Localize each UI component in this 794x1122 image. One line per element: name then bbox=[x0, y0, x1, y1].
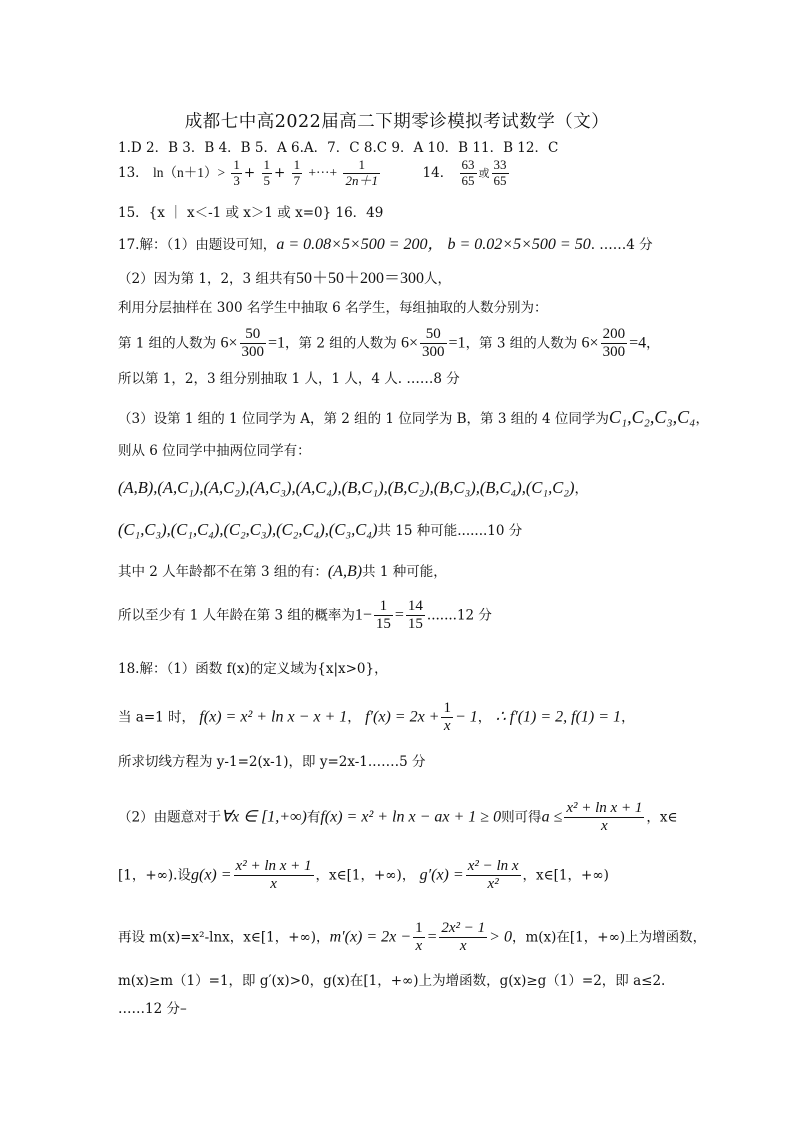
q13-left: ln（n＋1）> bbox=[152, 164, 226, 180]
q18-m-definition: 再设 m(x)=x²-lnx，x∈[1，+∞)，m′(x) = 2x − $\frac{1}{x}$ = $\frac{\text{2x² − 1}}{x}$ > 0，m(x)在[1，+∞)上为增函数， bbox=[118, 920, 707, 955]
q18-conclusion: m(x)≥m（1）=1，即 g′(x)>0，g(x)在[1，+∞)上为增函数，g(x)≥g（1）=2，即 a≤2. bbox=[118, 973, 666, 989]
q18-g-definition: [1，+∞).设g(x) = $\frac{\text{x² + ln x + 1}}{x}$ ，x∈[1，+∞)， g′(x) = $\frac{\text{x² − ln x}}{\text{x²}}$ ，x∈[1，+∞) bbox=[118, 858, 609, 893]
q13-term-3: $\frac{1}{7}$ bbox=[293, 157, 301, 188]
q17-not-group3: 其中 2 人年龄都不在第 3 组的有：(A,B)共 1 种可能， bbox=[118, 563, 447, 580]
q14-or: 或 bbox=[478, 166, 490, 180]
choice-answers: 1.D 2．B 3．B 4．B 5．A 6.A．7．C 8.C 9．A 10．B 11．B 12．C bbox=[118, 140, 559, 156]
q13-term-1: $\frac{1}{3}$ bbox=[233, 157, 240, 188]
q13-ellipsis: +···+ bbox=[308, 164, 338, 180]
q13-label: 13． bbox=[118, 164, 149, 181]
q18-score-mark: ……12 分– bbox=[118, 1001, 187, 1017]
q17-part2-conclusion: 所以第 1，2，3 组分别抽取 1 人，1 人，4 人. ……8 分 bbox=[118, 371, 460, 387]
q17-outcomes-row1: (A,B),(A,C₁),(A,C₂),(A,C₃),(A,C₄),(B,C₁),(B,C₂),(B,C₃),(B,C₄),(C₁,C₂)， bbox=[118, 478, 588, 497]
q18-derivative-line: 当 a=1 时， f(x) = x² + ln x − x + 1， f′(x) = 2x + $\frac{1}{x}$ − 1， ∴ f′(1) = 2, f(1) = 1， bbox=[118, 700, 635, 735]
q14-fraction-1: $\frac{63}{65}$ bbox=[461, 157, 475, 188]
q17-part1: 17.解：（1）由题设可知，a = 0.08×5×500 = 200， b = 0.02×5×500 = 50. ……4 分 bbox=[118, 236, 653, 253]
q18-part2-condition: （2）由题意对于∀x ∈ [1,+∞)有f(x) = x² + ln x − ax + 1 ≥ 0则可得a ≤ $\frac{\text{x² + ln x + 1}}{x}$ ，x∈ bbox=[118, 800, 678, 835]
q17-probability: 所以至少有 1 人年龄在第 3 组的概率为1− $\frac{1}{15}$ = $\frac{14}{15}$ .......12 分 bbox=[118, 598, 492, 633]
q13-q14-row: 13． ln（n＋1）> $\frac{1}{3}$ + $\frac{1}{5}$ + $\frac{1}{7}$ +···+ $\frac{1}{2n+1}$ 14． $\frac{63}{65}$ 或 $\frac{33}{65}$ bbox=[118, 157, 507, 188]
q17-sampling-text: 利用分层抽样在 300 名学生中抽取 6 名学生，每组抽取的人数分别为： bbox=[118, 300, 548, 316]
q17-draw-text: 则从 6 位同学中抽两位同学有： bbox=[118, 443, 311, 459]
q13-term-2: $\frac{1}{5}$ bbox=[263, 157, 271, 188]
q15-q16-answers: 15．{x ｜ x＜-1 或 x＞1 或 x=0} 16．49 bbox=[118, 205, 384, 221]
q13-term-last: $\frac{1}{2n+1}$ bbox=[345, 157, 378, 188]
q14-fraction-2: $\frac{33}{65}$ bbox=[493, 157, 507, 188]
q18-tangent-line: 所求切线方程为 y-1=2(x-1)，即 y=2x-1.……5 分 bbox=[118, 754, 426, 770]
q14-label: 14． bbox=[422, 164, 454, 181]
q18-part1-domain: 18.解：（1）函数 f(x)的定义域为{x|x>0}， bbox=[118, 661, 388, 677]
q17-part3-setup: （3）设第 1 组的 1 位同学为 A，第 2 组的 1 位同学为 B，第 3 组的 4 位同学为C₁,C₂,C₃,C₄， bbox=[118, 407, 709, 427]
q17-group-counts: 第 1 组的人数为 6× $\frac{50}{300}$ =1，第 2 组的人数为 6× $\frac{50}{300}$ =1，第 3 组的人数为 6× $\frac{200}{300}$ =4， bbox=[118, 326, 660, 361]
q17-outcomes-row2: (C₁,C₃),(C₁,C₄),(C₂,C₃),(C₂,C₄),(C₃,C₄)共 15 种可能.......10 分 bbox=[118, 520, 523, 539]
q17-part2: （2）因为第 1，2，3 组共有50＋50＋200＝300人， bbox=[118, 270, 451, 287]
page-title: 成都七中高2022届高二下期零诊模拟考试数学（文） bbox=[184, 112, 610, 132]
